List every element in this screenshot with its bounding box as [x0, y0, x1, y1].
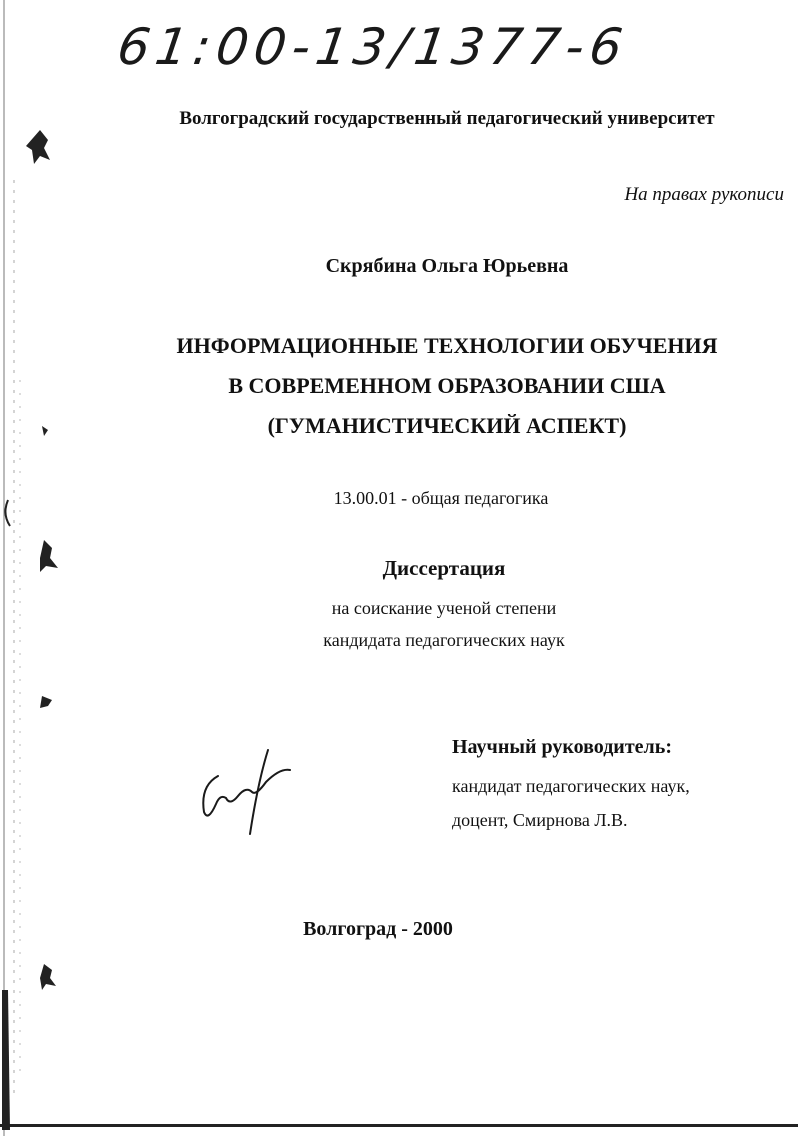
- city-and-year: Волгоград - 2000: [303, 918, 453, 940]
- bottom-scan-edge: [0, 1124, 798, 1127]
- scientific-advisor-block: [452, 736, 690, 837]
- advisor-line: доцент, Смирнова Л.В.: [452, 810, 628, 830]
- degree-line: кандидата педагогических наук: [323, 630, 565, 650]
- title-line: В СОВРЕМЕННОМ ОБРАЗОВАНИИ США: [228, 373, 666, 398]
- manuscript-rights-note: На правах рукописи: [624, 184, 784, 205]
- title-line: ИНФОРМАЦИОННЫЕ ТЕХНОЛОГИИ ОБУЧЕНИЯ: [176, 333, 718, 358]
- advisor-line: кандидат педагогических наук,: [452, 776, 690, 796]
- author-name: Скрябина Ольга Юрьевна: [325, 255, 569, 277]
- title-line: (ГУМАНИСТИЧЕСКИЙ АСПЕКТ): [267, 413, 627, 438]
- handwritten-signature: [196, 742, 306, 842]
- university-name: Волгоградский государственный педагогический университет: [179, 108, 715, 129]
- handwritten-archive-number: 61:00-13/1377-6: [113, 18, 632, 76]
- degree-line: на соискание ученой степени: [331, 598, 557, 618]
- degree-description: [0, 592, 798, 656]
- dissertation-title: [0, 326, 798, 446]
- document-type: Диссертация: [382, 556, 506, 580]
- advisor-heading: Научный руководитель:: [452, 736, 672, 758]
- specialty-code: 13.00.01 - общая педагогика: [333, 488, 549, 508]
